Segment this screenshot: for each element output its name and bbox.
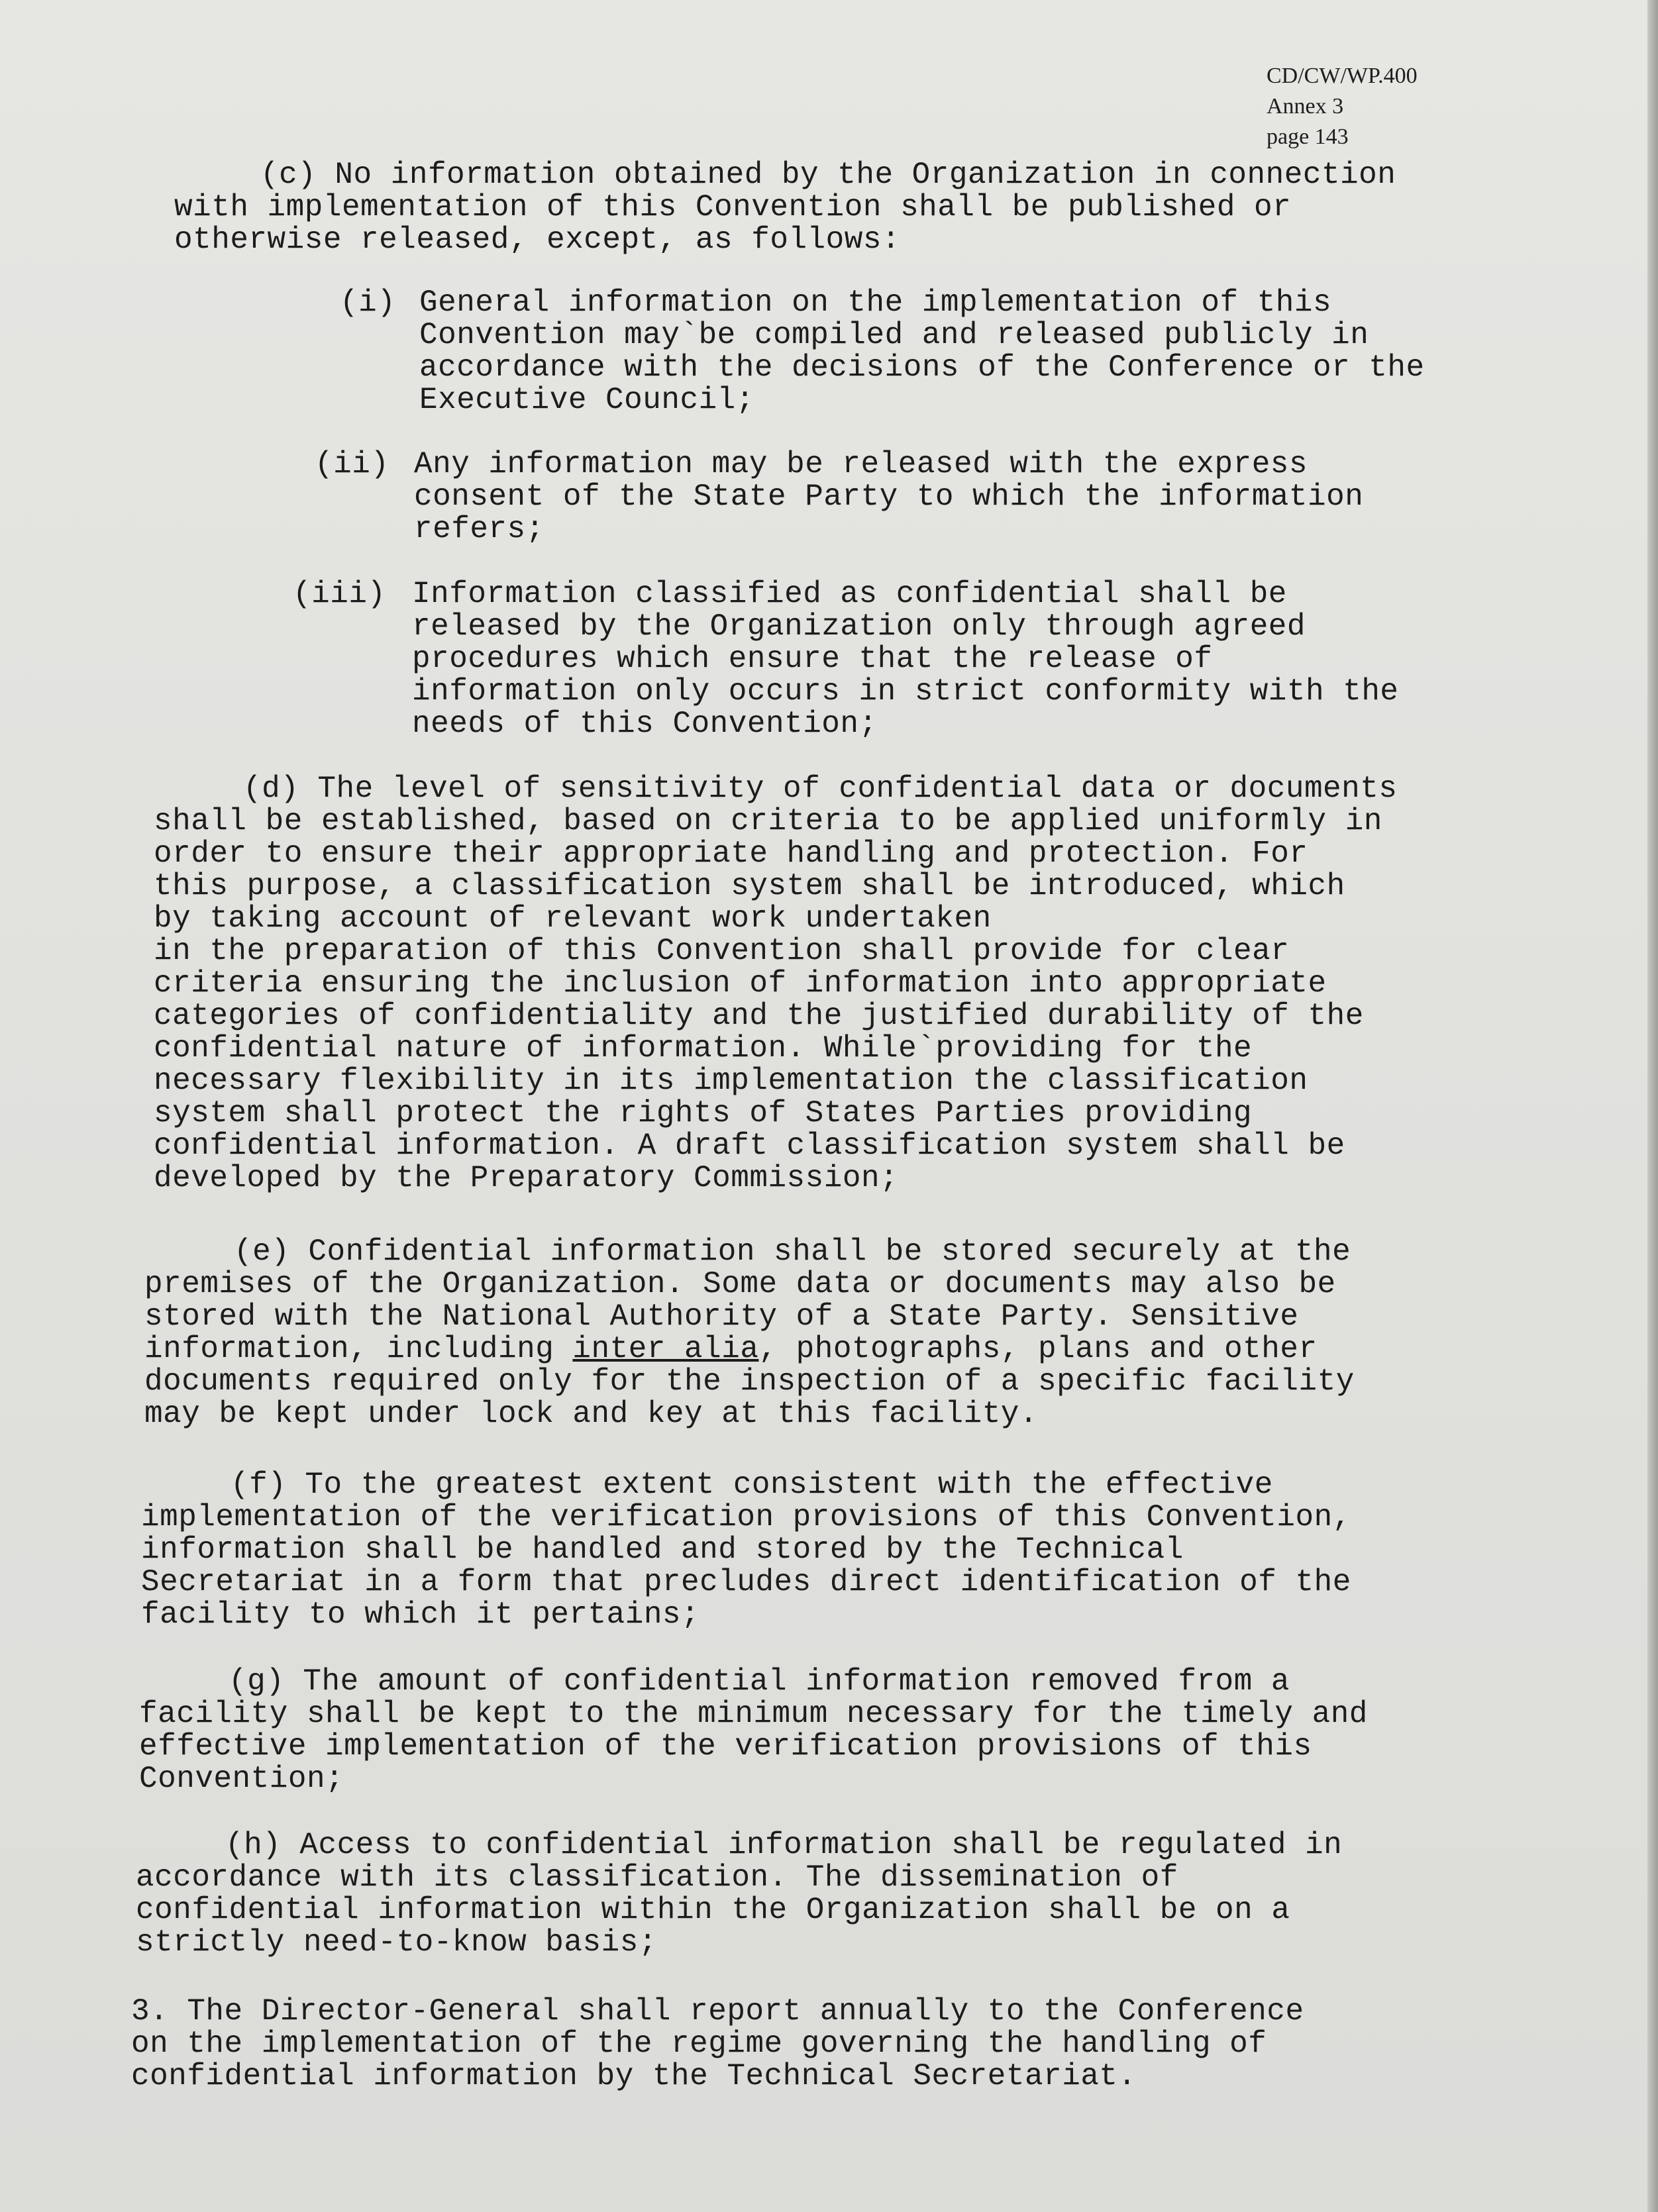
paragraph-line: criteria ensuring the inclusion of information into appropriate [154, 966, 1327, 1001]
line-text: , photographs, plans and other [758, 1332, 1318, 1366]
paragraph-line: with implementation of this Convention shall be published or [174, 190, 1292, 225]
paragraph-g [139, 1666, 1368, 1795]
paragraph-line: necessary flexibility in its implementation the classification [154, 1064, 1308, 1098]
subparagraph-ii [315, 447, 1364, 546]
paragraph-line: 3. The Director-General shall report annually to the Conference [131, 1994, 1304, 2029]
paragraph-line: otherwise released, except, as follows: [174, 223, 901, 257]
paragraph-line: procedures which ensure that the release of [412, 642, 1213, 676]
paragraph-line: confidential information by the Technical Secretariat. [131, 2059, 1137, 2093]
paragraph-line: Information classified as confidential shall be [412, 577, 1287, 611]
paragraph-f [141, 1469, 1351, 1631]
paragraph-line: (c) No information obtained by the Organization in connection [260, 158, 1396, 192]
page-number: page 143 [1267, 125, 1349, 149]
paragraph-d [154, 773, 1397, 1195]
paragraph-line: strictly need-to-know basis; [136, 1925, 657, 1960]
paragraph-line: Executive Council; [419, 383, 754, 417]
paragraph-line: information shall be handled and stored by the Technical [141, 1533, 1184, 1567]
paragraph-line: (g) The amount of confidential information removed from a [229, 1664, 1290, 1699]
paragraph-line: accordance with its classification. The dissemination of [136, 1860, 1178, 1895]
paragraph-line: Convention may`be compiled and released publicly in [419, 318, 1369, 352]
paragraph-line: confidential information. A draft classification system shall be [154, 1129, 1345, 1163]
paragraph-line: consent of the State Party to which the information [414, 479, 1364, 514]
paragraph-line: information only occurs in strict conformity with the [412, 674, 1399, 709]
paragraph-line: confidential nature of information. While`providing for the [154, 1031, 1253, 1066]
paragraph-c [174, 159, 1396, 256]
paragraph-line: developed by the Preparatory Commission; [154, 1161, 899, 1195]
paragraph-line: confidential information within the Organization shall be on a [136, 1893, 1290, 1927]
subparagraph-i [340, 285, 1425, 417]
paragraph-line: effective implementation of the verification provisions of this [139, 1729, 1312, 1764]
paragraph-line: Convention; [139, 1762, 344, 1796]
paragraph-line: released by the Organization only through agreed [412, 609, 1306, 644]
paragraph-line: by taking account of relevant work undertaken [154, 901, 992, 936]
paragraph-line: in the preparation of this Convention shall provide for clear [154, 934, 1290, 968]
subparagraph-number: (i) [340, 285, 396, 320]
paragraph-line: implementation of the verification provisions of this Convention, [141, 1500, 1351, 1534]
paragraph-line: Any information may be released with the express [414, 447, 1308, 481]
underlined-term: inter alia [572, 1332, 759, 1366]
paragraph-line: this purpose, a classification system shall be introduced, which [154, 869, 1345, 903]
paragraph-line: order to ensure their appropriate handling and protection. For [154, 836, 1308, 871]
paragraph-line: Secretariat in a form that precludes direct identification of the [141, 1565, 1351, 1599]
paragraph-line: system shall protect the rights of States Parties providing [154, 1096, 1253, 1131]
paragraph-line [144, 1333, 1355, 1366]
paragraph-line: categories of confidentiality and the justified durability of the [154, 999, 1364, 1033]
paragraph-line: facility to which it pertains; [141, 1597, 700, 1632]
paragraph-h [136, 1829, 1342, 1959]
paragraph-line: documents required only for the inspection of a specific facility [144, 1364, 1355, 1399]
paragraph-line: on the implementation of the regime governing the handling of [131, 2027, 1267, 2061]
paragraph-3 [131, 1995, 1304, 2093]
document-reference: CD/CW/WP.400 [1267, 64, 1418, 88]
paragraph-line: accordance with the decisions of the Conference or the [419, 350, 1425, 385]
paragraph-line: premises of the Organization. Some data or documents may also be [144, 1267, 1336, 1301]
paragraph-line: shall be established, based on criteria to be applied uniformly in [154, 804, 1382, 838]
subparagraph-number: (ii) [315, 447, 389, 481]
paragraph-line: (d) The level of sensitivity of confidential data or documents [243, 772, 1398, 806]
subparagraph-iii [293, 577, 1399, 741]
paragraph-line: facility shall be kept to the minimum necessary for the timely and [139, 1697, 1368, 1731]
paragraph-line: (h) Access to confidential information shall be regulated in [225, 1828, 1343, 1862]
annex-label: Annex 3 [1267, 94, 1344, 119]
page-header [1267, 61, 1418, 152]
subparagraph-number: (iii) [293, 577, 386, 611]
paragraph-e [144, 1236, 1355, 1431]
paragraph-line: stored with the National Authority of a State Party. Sensitive [144, 1299, 1299, 1334]
paragraph-line: needs of this Convention; [412, 707, 878, 741]
paragraph-line: refers; [414, 512, 544, 546]
paragraph-line: (e) Confidential information shall be stored securely at the [234, 1234, 1351, 1269]
line-text: information, including [144, 1332, 573, 1366]
paragraph-line: General information on the implementation of this [419, 285, 1332, 320]
paragraph-line: may be kept under lock and key at this facility. [144, 1397, 1039, 1431]
page-edge-shadow [1647, 0, 1658, 2212]
paragraph-line: (f) To the greatest extent consistent with the effective [231, 1468, 1273, 1502]
